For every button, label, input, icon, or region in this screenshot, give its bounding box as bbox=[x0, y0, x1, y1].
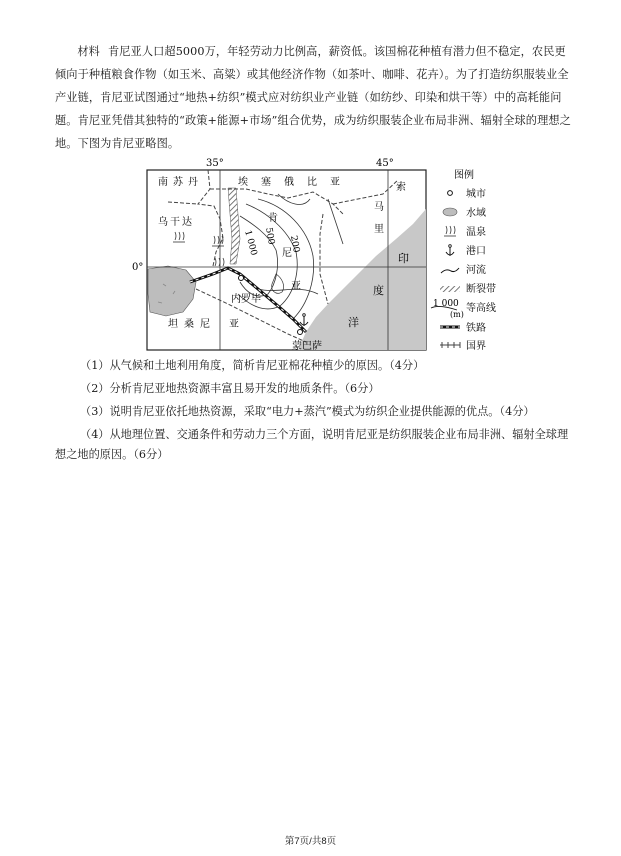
page-footer: 第7页/共8页 bbox=[284, 836, 337, 847]
lon-label-35: 35° bbox=[206, 158, 224, 169]
question-2: （2）分析肯尼亚地热资源丰富且易开发的地质条件。（6分） bbox=[80, 382, 380, 395]
label-nairobi: 内罗毕 bbox=[231, 294, 261, 305]
legend-city: 城市 bbox=[466, 189, 486, 200]
label-ethiopia: 埃塞俄比亚 bbox=[238, 177, 353, 188]
label-uganda: 乌干达 bbox=[158, 217, 194, 228]
label-tanzania-4: 亚 bbox=[229, 319, 239, 330]
contour-label-200: 200 bbox=[288, 234, 301, 254]
mombasa-city-marker bbox=[298, 330, 303, 335]
contour-label-1000: 1 000 bbox=[242, 229, 259, 257]
label-south-sudan: 南苏丹 bbox=[158, 177, 203, 188]
lon-label-45: 45° bbox=[376, 158, 394, 169]
label-somalia-3: 里 bbox=[374, 224, 384, 235]
legend-hot-spring: 温泉 bbox=[466, 227, 486, 238]
label-ocean-2: 度 bbox=[373, 284, 384, 297]
label-tanzania-2: 桑 bbox=[184, 319, 194, 330]
material-paragraph bbox=[55, 40, 575, 155]
legend-railway: 铁路 bbox=[466, 323, 486, 334]
city-icon bbox=[448, 191, 453, 196]
question-3: （3）说明肯尼亚依托地热资源，采取“电力+蒸汽”模式为纺织企业提供能源的优点。（4分） bbox=[80, 405, 535, 418]
legend-title: 图例 bbox=[454, 170, 474, 181]
label-ocean-3: 洋 bbox=[348, 316, 359, 329]
kenya-map bbox=[128, 154, 500, 354]
legend-contour-sample: 1 000 bbox=[433, 299, 459, 309]
material-text: 肯尼亚人口超5000万，年轻劳动力比例高，薪资低。该国棉花种植有潜力但不稳定，农民更倾向于种植粮食作物（如玉米、高粱）或其他经济作物（如茶叶、咖啡、花卉）。为了打造纺织服装业全产业链，肯尼亚试图通过“地热+纺织”模式应对纺织业产业链（如纺纱、印染和烘干等）中的高耗能问题。肯尼亚凭借其独特的“政策+能源+市场”组合优势，成为纺织服装企业布局非洲、辐射全球的理想之地。下图为肯尼亚略图。 bbox=[55, 45, 571, 150]
label-kenya-1: 肯 bbox=[268, 213, 278, 224]
label-kenya-3: 亚 bbox=[291, 281, 301, 292]
lat-label-0: 0° bbox=[132, 262, 144, 273]
label-ocean-1: 印 bbox=[398, 252, 409, 265]
nairobi-city-marker bbox=[239, 276, 244, 281]
contour-label-500: 500 bbox=[263, 226, 276, 246]
map-legend bbox=[431, 168, 496, 352]
hot-spring-icon bbox=[444, 226, 456, 236]
legend-contour-unit: (m) bbox=[450, 310, 464, 319]
label-tanzania-1: 坦 bbox=[168, 319, 178, 330]
legend-rift: 断裂带 bbox=[466, 284, 496, 295]
label-tanzania-3: 尼 bbox=[200, 319, 210, 330]
rift-icon bbox=[440, 286, 460, 292]
label-mombasa: 蒙巴萨 bbox=[292, 341, 322, 352]
label-somalia-1: 索 bbox=[396, 182, 406, 193]
question-1: （1）从气候和土地利用角度，简析肯尼亚棉花种植少的原因。（4分） bbox=[80, 359, 425, 372]
label-somalia-2: 马 bbox=[374, 202, 384, 213]
map-svg bbox=[128, 154, 500, 354]
anchor-icon bbox=[446, 245, 454, 256]
question-4: （4）从地理位置、交通条件和劳动力三个方面，说明肯尼亚是纺织服装企业布局非洲、辐射全球理 bbox=[80, 428, 569, 441]
legend-contour: 等高线 bbox=[466, 303, 496, 314]
question-4-cont: 想之地的原因。（6分） bbox=[55, 448, 169, 461]
label-kenya-2: 尼 bbox=[282, 248, 292, 259]
material-label: 材料 bbox=[77, 45, 100, 58]
legend-border: 国界 bbox=[466, 341, 486, 352]
legend-river: 河流 bbox=[466, 265, 486, 276]
border-icon bbox=[440, 342, 460, 348]
legend-water: 水域 bbox=[466, 208, 486, 219]
legend-port: 港口 bbox=[466, 246, 486, 257]
river-icon bbox=[441, 268, 459, 273]
water-icon bbox=[443, 208, 457, 216]
